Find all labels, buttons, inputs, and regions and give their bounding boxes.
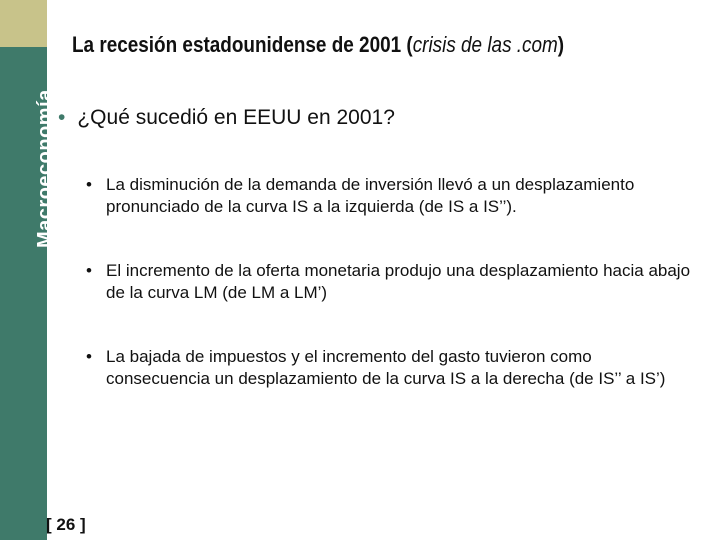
main-bullet xyxy=(58,106,698,130)
bullet-icon: • xyxy=(86,261,92,280)
sub-bullet-item xyxy=(86,346,696,390)
slide-title xyxy=(72,32,564,58)
sidebar-label: Macroeconomía xyxy=(34,89,56,248)
sub-bullet-item xyxy=(86,174,696,218)
page-number: [ 26 ] xyxy=(46,515,86,534)
slide-title-text: La recesión estadounidense de 2001 ( xyxy=(72,32,413,57)
bullet-icon: • xyxy=(86,175,92,194)
slide-title-italic: crisis de las .com xyxy=(412,32,558,57)
sub-bullet-text: La disminución de la demanda de inversión llevó a un desplazamiento pronunciado de la curva IS a la izquierda (de IS a IS’’). xyxy=(106,175,635,216)
slide-title-close: ) xyxy=(557,32,565,57)
sub-bullet-item xyxy=(86,260,696,304)
main-bullet-text: ¿Qué sucedió en EEUU en 2001? xyxy=(77,106,395,129)
bullet-icon: • xyxy=(58,106,66,129)
sub-bullet-text: La bajada de impuestos y el incremento del gasto tuvieron como consecuencia un desplazamiento de la curva IS a la derecha (de IS’’ a IS’) xyxy=(106,347,666,388)
sidebar xyxy=(0,0,56,540)
sub-bullet-list xyxy=(86,174,696,432)
sidebar-accent-block xyxy=(0,0,47,47)
sub-bullet-text: El incremento de la oferta monetaria produjo una desplazamiento hacia abajo de la curva LM (de LM a LM’) xyxy=(106,261,691,302)
bullet-icon: • xyxy=(86,347,92,366)
